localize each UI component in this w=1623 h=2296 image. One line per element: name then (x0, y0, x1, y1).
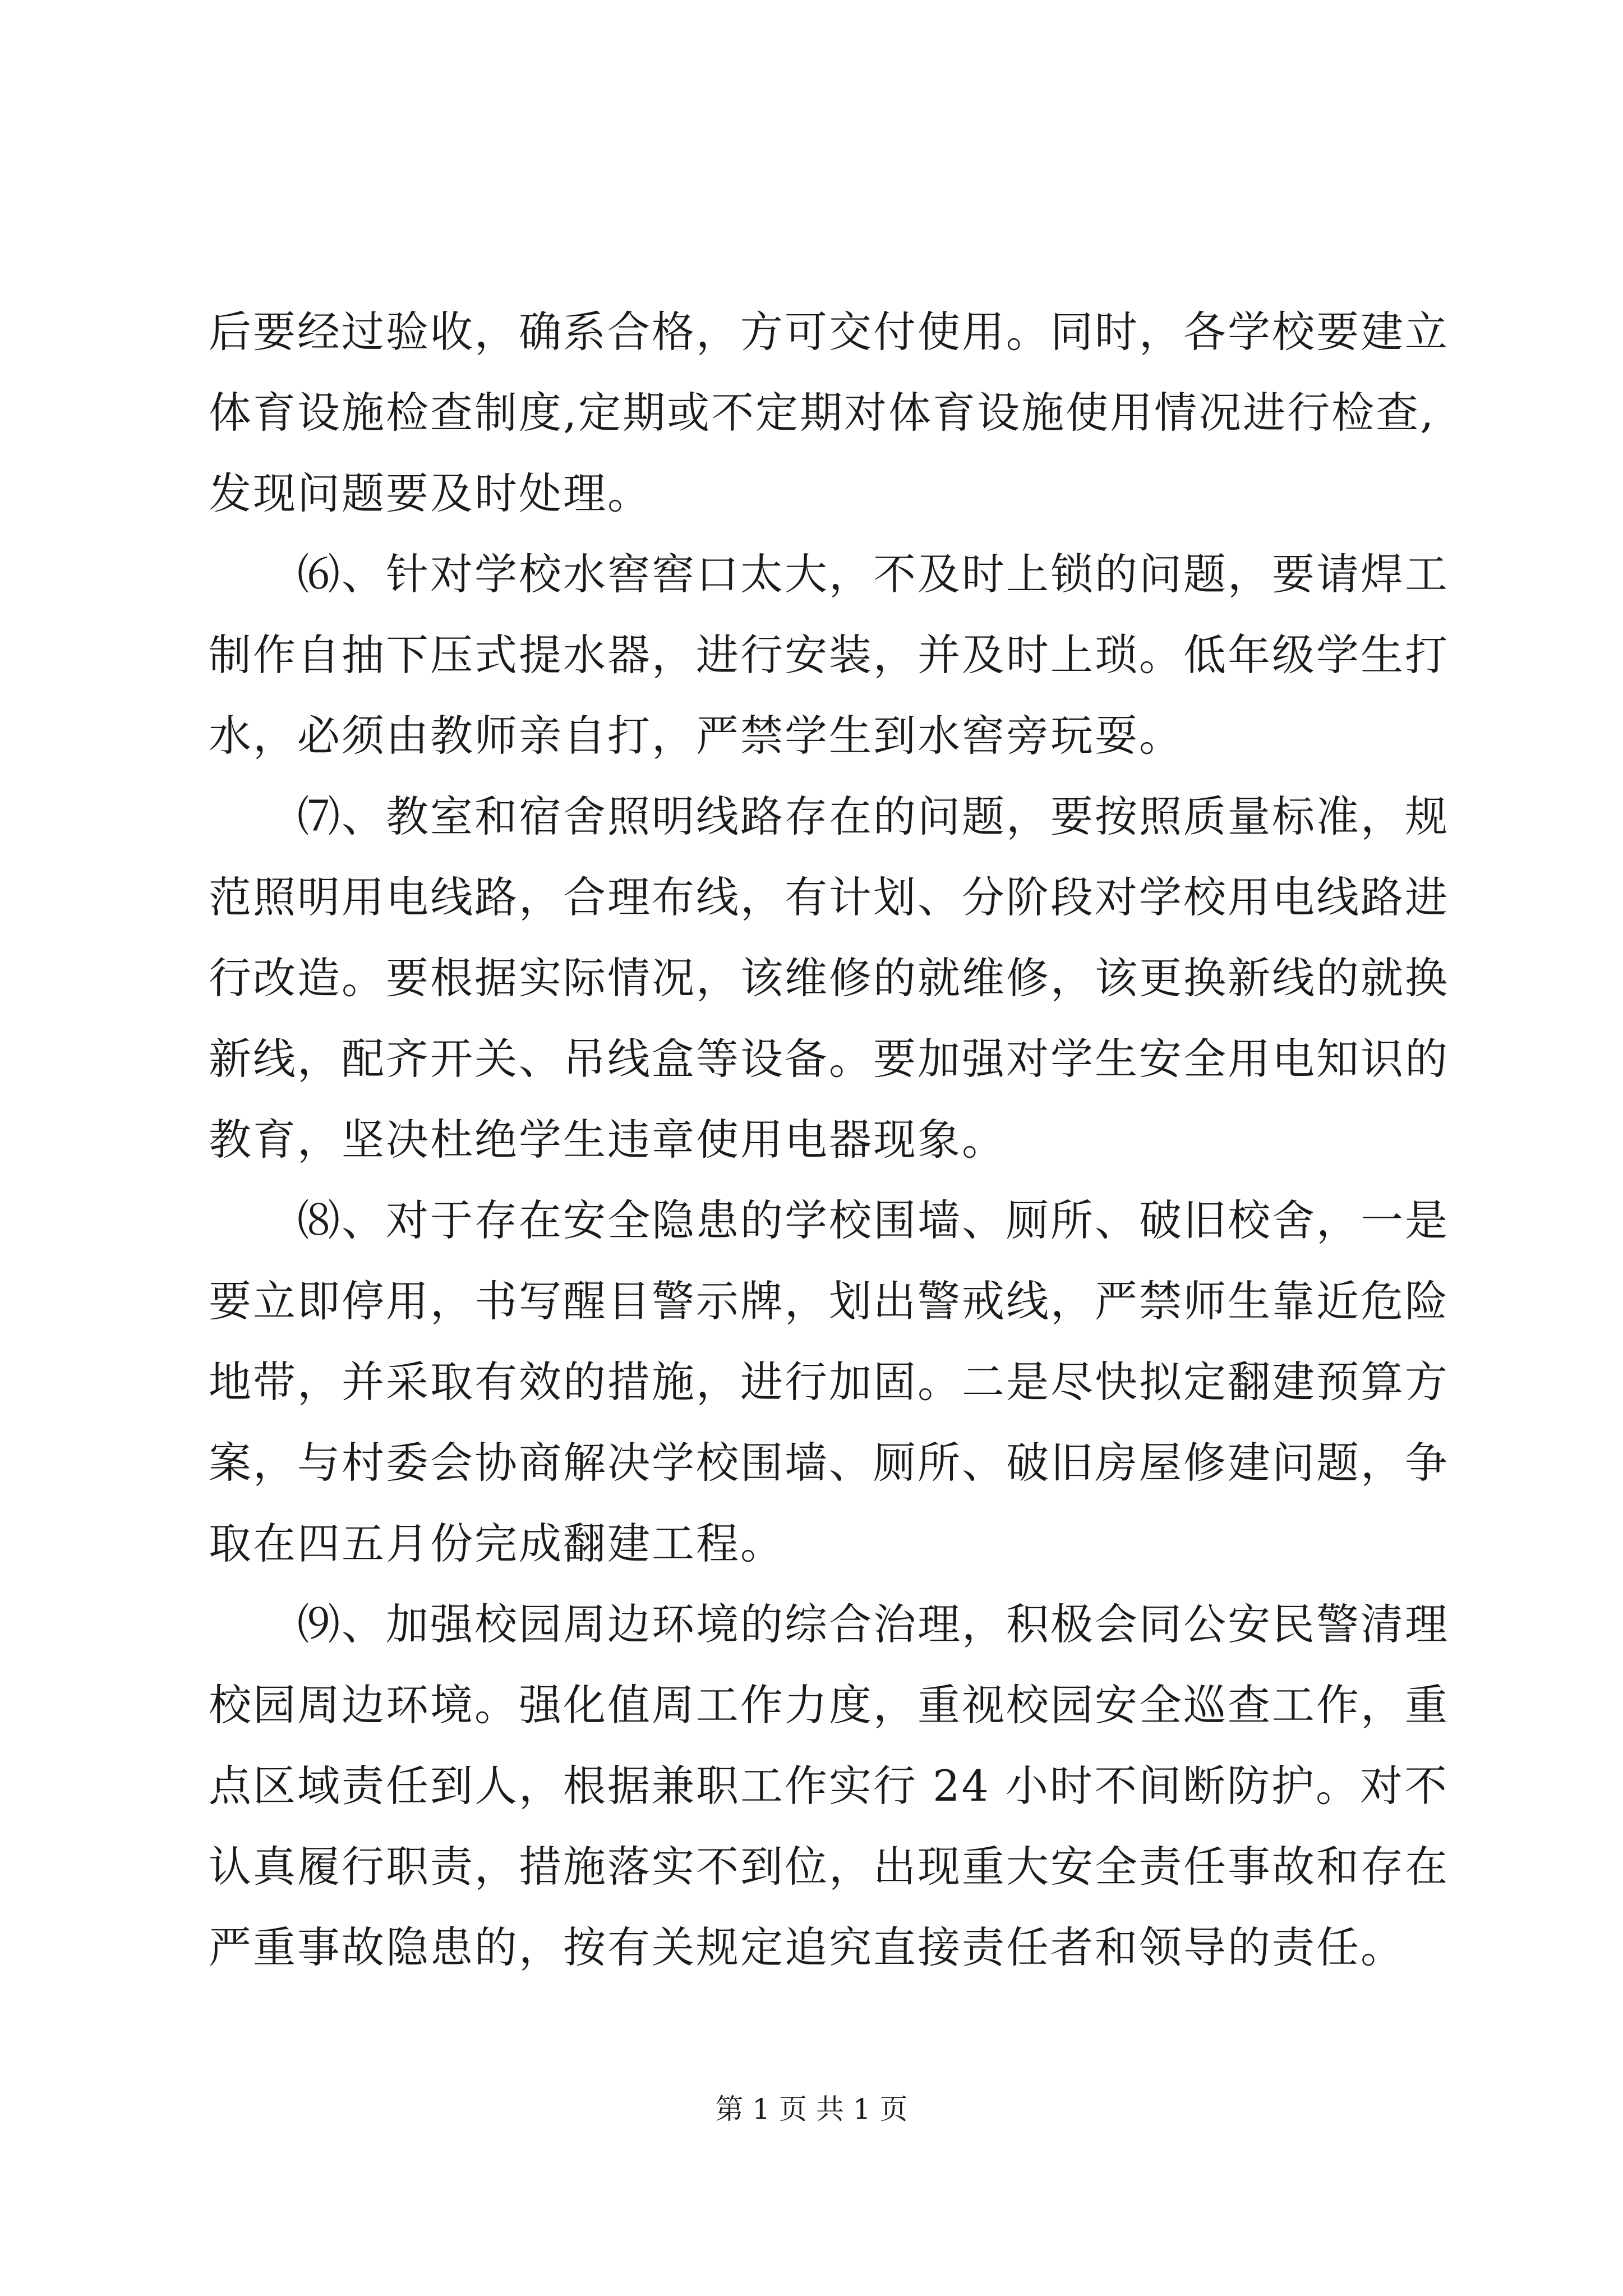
text-line: ⑺、教室和宿舍照明线路存在的问题，要按照质量标准，规 (297, 792, 1449, 841)
text-line: 体育设施检查制度,定期或不定期对体育设施使用情况进行检查, (209, 388, 1436, 438)
text-line: ⑹、针对学校水窖窖口太大，不及时上锁的问题，要请焊工 (297, 549, 1449, 599)
text-line: 行改造。要根据实际情况，该维修的就维修，该更换新线的就换 (209, 953, 1449, 1003)
text-line: 要立即停用，书写醒目警示牌，划出警戒线，严禁师生靠近危险 (209, 1276, 1449, 1326)
text-line: 认真履行职责，措施落实不到位，出现重大安全责任事故和存在 (209, 1842, 1449, 1892)
text-line: ⑻、对于存在安全隐患的学校围墙、厕所、破旧校舍，一是 (297, 1195, 1449, 1245)
text-line: 制作自抽下压式提水器，进行安装，并及时上琐。低年级学生打 (209, 630, 1449, 680)
text-line: 严重事故隐患的，按有关规定追究直接责任者和领导的责任。 (209, 1922, 1405, 1972)
page-footer: 第 1 页 共 1 页 (715, 2093, 908, 2125)
text-line: 教育，坚决杜绝学生违章使用电器现象。 (209, 1115, 1006, 1165)
text-line: 后要经过验收，确系合格，方可交付使用。同时，各学校要建立 (209, 307, 1449, 357)
text-line: 水，必须由教师亲自打，严禁学生到水窖旁玩耍。 (209, 711, 1183, 761)
document-body (209, 292, 1449, 1988)
text-line: 取在四五月份完成翻建工程。 (209, 1519, 785, 1568)
text-line: 点区域责任到人，根据兼职工作实行 24 小时不间断防护。对不 (209, 1761, 1449, 1811)
text-line: 新线，配齐开关、吊线盒等设备。要加强对学生安全用电知识的 (209, 1034, 1449, 1084)
text-line: ⑼、加强校园周边环境的综合治理，积极会同公安民警清理 (297, 1599, 1449, 1649)
text-line: 校园周边环境。强化值周工作力度，重视校园安全巡查工作，重 (209, 1680, 1449, 1730)
text-line: 范照明用电线路，合理布线，有计划、分阶段对学校用电线路进 (209, 872, 1449, 922)
text-line: 发现问题要及时处理。 (209, 468, 652, 518)
text-line: 案，与村委会协商解决学校围墙、厕所、破旧房屋修建问题，争 (209, 1438, 1449, 1488)
text-line: 地带，并采取有效的措施，进行加固。二是尽快拟定翻建预算方 (209, 1357, 1449, 1407)
